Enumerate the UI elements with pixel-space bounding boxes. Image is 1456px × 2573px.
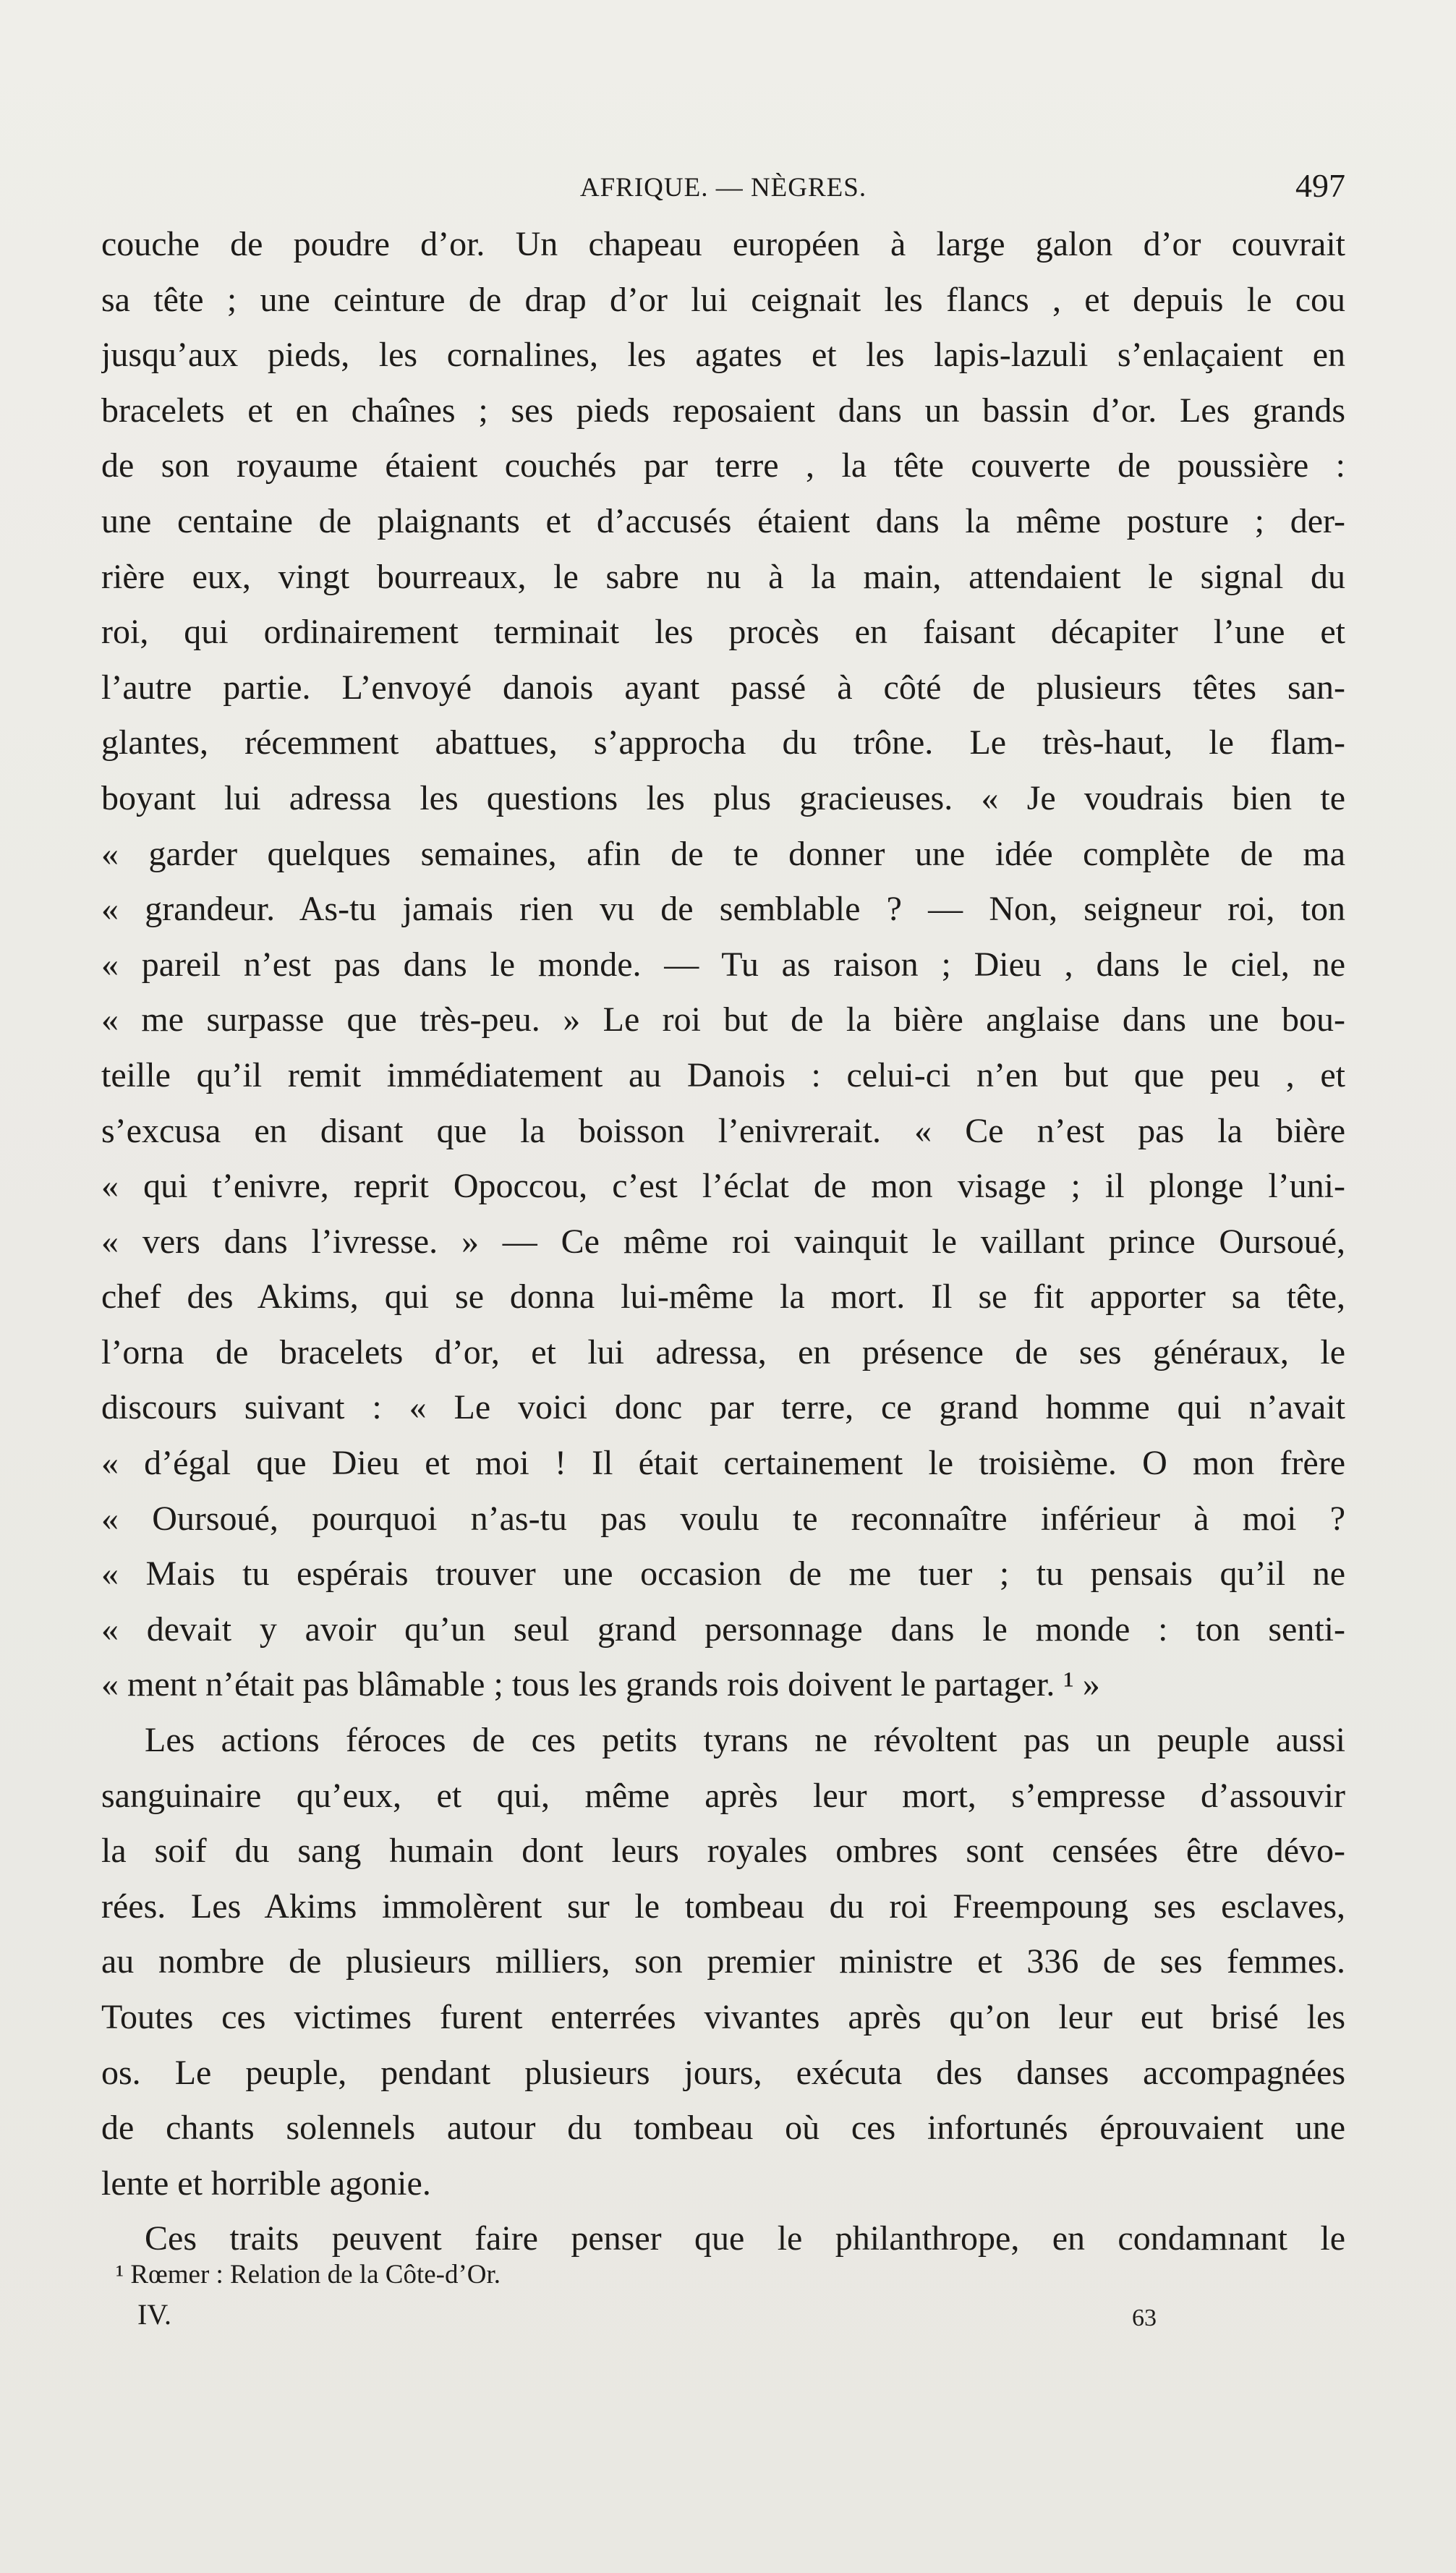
- text-line: « qui t’enivre, reprit Opoccou, c’est l’éclat de mon visage ; il plonge l’uni-: [101, 1167, 1345, 1206]
- text-line: de chants solennels autour du tombeau où ces infortunés éprouvaient une: [101, 2109, 1345, 2148]
- text-line: une centaine de plaignants et d’accusés étaient dans la même posture ; der-: [101, 501, 1345, 540]
- text-line: l’autre partie. L’envoyé danois ayant passé à côté de plusieurs têtes san-: [101, 668, 1345, 707]
- text-line: « d’égal que Dieu et moi ! Il était certainement le troisième. O mon frère: [101, 1444, 1345, 1483]
- text-line: Ces traits peuvent faire penser que le philanthrope, en condamnant le: [145, 2219, 1345, 2258]
- text-line: la soif du sang humain dont leurs royales ombres sont censées être dévo-: [101, 1832, 1345, 1871]
- text-line: teille qu’il remit immédiatement au Danois : celui-ci n’en but que peu , et: [101, 1055, 1345, 1094]
- text-line: chef des Akims, qui se donna lui-même la mort. Il se fit apporter sa tête,: [101, 1277, 1345, 1317]
- text-line: « Oursoué, pourquoi n’as-tu pas voulu te reconnaître inférieur à moi ?: [101, 1499, 1345, 1538]
- page-header: [101, 166, 1345, 210]
- text-line: roi, qui ordinairement terminait les procès en faisant décapiter l’une et: [101, 613, 1345, 652]
- text-line: sa tête ; une ceinture de drap d’or lui ceignait les flancs , et depuis le cou: [101, 280, 1345, 319]
- text-line: s’excusa en disant que la boisson l’enivrerait. « Ce n’est pas la bière: [101, 1111, 1345, 1150]
- text-line: sanguinaire qu’eux, et qui, même après leur mort, s’empresse d’assouvir: [101, 1776, 1345, 1815]
- text-line: discours suivant : « Le voici donc par terre, ce grand homme qui n’avait: [101, 1388, 1345, 1427]
- text-line: « pareil n’est pas dans le monde. — Tu as raison ; Dieu , dans le ciel, ne: [101, 945, 1345, 984]
- text-line: l’orna de bracelets d’or, et lui adressa, en présence de ses généraux, le: [101, 1332, 1345, 1371]
- text-line: rière eux, vingt bourreaux, le sabre nu à la main, attendaient le signal du: [101, 557, 1345, 596]
- volume-signature: IV.: [137, 2298, 172, 2331]
- text-line: boyant lui adressa les questions les plus gracieuses. « Je voudrais bien te: [101, 778, 1345, 817]
- text-line: rées. Les Akims immolèrent sur le tombeau du roi Freempoung ses esclaves,: [101, 1887, 1345, 1926]
- text-line: « garder quelques semaines, afin de te donner une idée complète de ma: [101, 834, 1345, 873]
- text-line: « grandeur. As-tu jamais rien vu de semblable ? — Non, seigneur roi, ton: [101, 890, 1345, 929]
- text-line: « devait y avoir qu’un seul grand personnage dans le monde : ton senti-: [101, 1609, 1345, 1649]
- text-line: « vers dans l’ivresse. » — Ce même roi vainquit le vaillant prince Oursoué,: [101, 1222, 1345, 1261]
- page-number: 497: [1295, 167, 1345, 204]
- text-line: Les actions féroces de ces petits tyrans ne révoltent pas un peuple aussi: [145, 1721, 1345, 1760]
- text-line: couche de poudre d’or. Un chapeau européen à large galon d’or couvrait: [101, 225, 1345, 263]
- text-line: bracelets et en chaînes ; ses pieds reposaient dans un bassin d’or. Les grands: [101, 391, 1345, 430]
- text-line: « Mais tu espérais trouver une occasion de me tuer ; tu pensais qu’il ne: [101, 1555, 1345, 1594]
- text-line: Toutes ces victimes furent enterrées vivantes après qu’on leur eut brisé les: [101, 1998, 1345, 2036]
- running-head: AFRIQUE. — NÈGRES.: [579, 173, 867, 203]
- text-line: jusqu’aux pieds, les cornalines, les agates et les lapis-lazuli s’enlaçaient en: [101, 336, 1345, 375]
- text-line: « ment n’était pas blâmable ; tous les grands rois doivent le partager. ¹ »: [101, 1665, 1100, 1704]
- sheet-signature: 63: [1132, 2305, 1157, 2331]
- text-line: au nombre de plusieurs milliers, son premier ministre et 336 de ses femmes.: [101, 1942, 1345, 1981]
- text-line: « me surpasse que très-peu. » Le roi but de la bière anglaise dans une bou-: [101, 1000, 1345, 1039]
- text-line: glantes, récemment abattues, s’approcha du trône. Le très-haut, le flam-: [101, 723, 1345, 762]
- body-text: [101, 217, 1345, 2267]
- footnote: ¹ Rœmer : Relation de la Côte-d’Or.: [116, 2260, 501, 2289]
- text-line: de son royaume étaient couchés par terre , la tête couverte de poussière :: [101, 446, 1345, 485]
- text-line: os. Le peuple, pendant plusieurs jours, exécuta des danses accompagnées: [101, 2053, 1345, 2092]
- text-line: lente et horrible agonie.: [101, 2164, 431, 2203]
